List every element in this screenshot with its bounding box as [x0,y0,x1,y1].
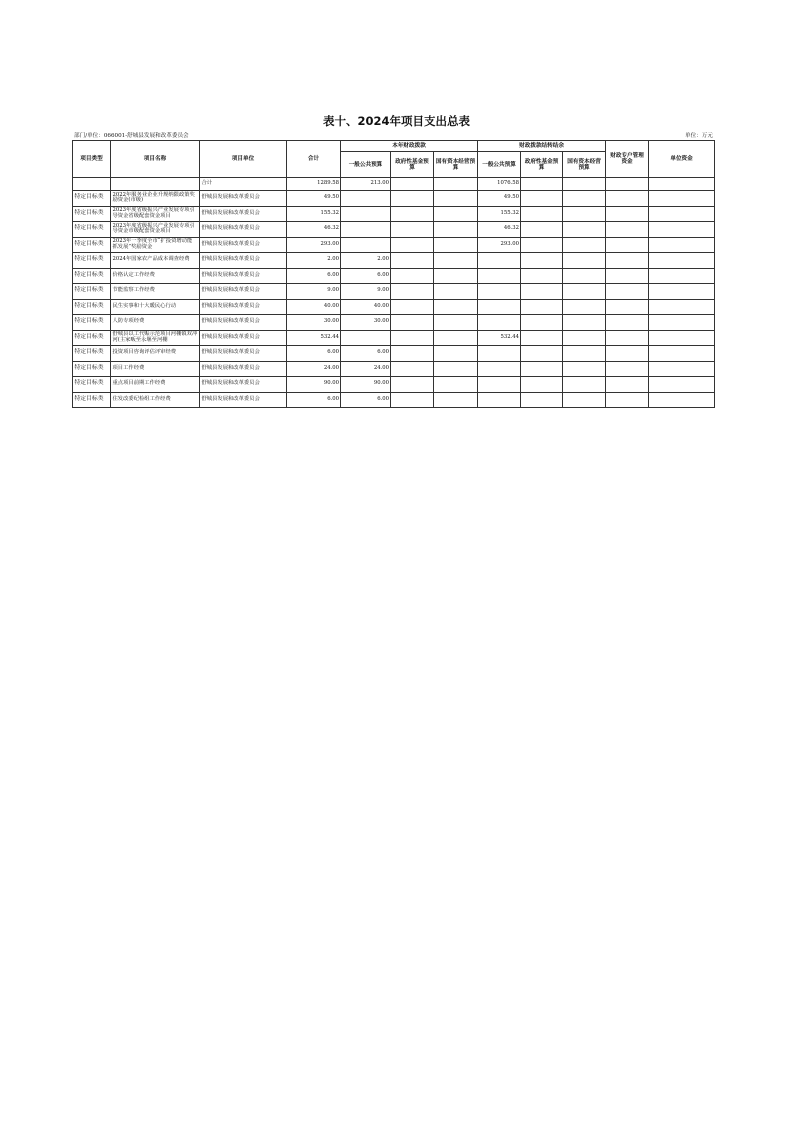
row-own [649,377,715,393]
row-c-gov-fund [521,330,563,346]
row-own [649,222,715,238]
row-name: 2023年一季度全市“扩投资增动能抓发展”奖励资金 [111,237,200,253]
row-c-general: 293.00 [478,237,521,253]
row-gov-fund [391,268,434,284]
row-total: 293.00 [287,237,341,253]
total-general: 213.00 [341,178,391,191]
row-unit: 舒城县发展和改革委员会 [200,392,287,408]
row-c-gov-fund [521,377,563,393]
row-c-general: 49.50 [478,191,521,207]
row-type: 特定目标类 [73,315,111,331]
row-c-state-capital [563,330,606,346]
row-own [649,315,715,331]
row-c-gov-fund [521,222,563,238]
row-unit: 舒城县发展和改革委员会 [200,222,287,238]
row-special [606,299,649,315]
row-c-general: 155.32 [478,206,521,222]
row-general: 90.00 [341,377,391,393]
row-state-capital [434,315,478,331]
row-gov-fund [391,253,434,269]
row-general: 24.00 [341,361,391,377]
row-unit: 舒城县发展和改革委员会 [200,330,287,346]
row-gov-fund [391,206,434,222]
row-special [606,191,649,207]
row-type: 特定目标类 [73,284,111,300]
row-c-general [478,299,521,315]
row-special [606,392,649,408]
row-state-capital [434,237,478,253]
row-c-state-capital [563,253,606,269]
row-own [649,361,715,377]
row-special [606,268,649,284]
total-label: 合计 [200,178,287,191]
table-row [73,253,715,269]
row-c-general [478,377,521,393]
row-type: 特定目标类 [73,392,111,408]
row-special [606,222,649,238]
header-unit: 项目单位 [200,141,287,178]
row-c-state-capital [563,346,606,362]
header-total: 合计 [287,141,341,178]
row-state-capital [434,299,478,315]
header-gov-fund: 政府性基金预算 [391,152,434,178]
row-state-capital [434,284,478,300]
row-unit: 舒城县发展和改革委员会 [200,361,287,377]
row-unit: 舒城县发展和改革委员会 [200,377,287,393]
row-total: 90.00 [287,377,341,393]
row-own [649,392,715,408]
row-c-gov-fund [521,361,563,377]
row-total: 155.32 [287,206,341,222]
header-name: 项目名称 [111,141,200,178]
row-unit: 舒城县发展和改革委员会 [200,253,287,269]
row-type: 特定目标类 [73,237,111,253]
row-state-capital [434,191,478,207]
row-c-gov-fund [521,315,563,331]
total-c-general: 1076.58 [478,178,521,191]
header-type: 项目类型 [73,141,111,178]
row-c-general: 532.44 [478,330,521,346]
row-c-gov-fund [521,206,563,222]
row-gov-fund [391,392,434,408]
row-c-state-capital [563,268,606,284]
row-c-general [478,346,521,362]
row-own [649,253,715,269]
row-own [649,346,715,362]
header-current-group: 本年财政拨款 [341,141,478,152]
row-total: 6.00 [287,346,341,362]
header-own: 单位资金 [649,141,715,178]
row-general [341,206,391,222]
row-total: 6.00 [287,392,341,408]
table-row [73,206,715,222]
row-c-state-capital [563,299,606,315]
table-row [73,237,715,253]
row-gov-fund [391,346,434,362]
row-c-state-capital [563,377,606,393]
header-general: 一般公共预算 [341,152,391,178]
row-state-capital [434,377,478,393]
row-state-capital [434,253,478,269]
row-c-general [478,361,521,377]
row-state-capital [434,206,478,222]
row-gov-fund [391,284,434,300]
header-carryover-group: 财政拨款结转结余 [478,141,606,152]
row-type: 特定目标类 [73,222,111,238]
row-own [649,268,715,284]
total-amount: 1289.58 [287,178,341,191]
row-type: 特定目标类 [73,268,111,284]
row-c-state-capital [563,392,606,408]
unit-label: 单位：万元 [685,133,713,139]
row-type: 特定目标类 [73,191,111,207]
row-general: 30.00 [341,315,391,331]
row-gov-fund [391,222,434,238]
row-total: 49.50 [287,191,341,207]
row-own [649,284,715,300]
row-special [606,206,649,222]
table-row [73,222,715,238]
row-total: 40.00 [287,299,341,315]
row-name: 2022年服务业企业升规纳限政策奖励资金(市级) [111,191,200,207]
table-row [73,377,715,393]
row-state-capital [434,392,478,408]
row-gov-fund [391,330,434,346]
row-gov-fund [391,237,434,253]
row-special [606,361,649,377]
table-row [73,330,715,346]
row-name: 2023年度省级振兴产业发展专项引导资金省级配套资金项目 [111,206,200,222]
row-state-capital [434,346,478,362]
row-general [341,191,391,207]
row-name: 民生实事和十大暖民心行动 [111,299,200,315]
row-special [606,330,649,346]
row-name: 价格认定工作经费 [111,268,200,284]
row-total: 46.32 [287,222,341,238]
row-c-state-capital [563,361,606,377]
row-name: 舒城县以工代赈示范项目河棚镇双冲河(主家畈至永堰至河棚 [111,330,200,346]
row-unit: 舒城县发展和改革委员会 [200,206,287,222]
table-row [73,191,715,207]
row-state-capital [434,361,478,377]
row-general: 40.00 [341,299,391,315]
row-general: 6.00 [341,392,391,408]
page-title: 表十、2024年项目支出总表 [322,114,470,128]
table-row [73,299,715,315]
row-c-general [478,284,521,300]
row-name: 节能监察工作经费 [111,284,200,300]
row-general: 9.00 [341,284,391,300]
row-type: 特定目标类 [73,253,111,269]
row-special [606,377,649,393]
row-type: 特定目标类 [73,330,111,346]
row-gov-fund [391,299,434,315]
row-type: 特定目标类 [73,346,111,362]
row-c-state-capital [563,222,606,238]
row-total: 532.44 [287,330,341,346]
row-c-state-capital [563,237,606,253]
department-label: 部门/单位：066001-舒城县发展和改革委员会 [74,133,189,139]
row-unit: 舒城县发展和改革委员会 [200,346,287,362]
row-total: 2.00 [287,253,341,269]
row-c-state-capital [563,191,606,207]
row-general: 6.00 [341,346,391,362]
total-row [73,178,715,191]
row-c-general [478,315,521,331]
row-general: 2.00 [341,253,391,269]
row-name: 2024年国家农产品成本调查经费 [111,253,200,269]
row-c-gov-fund [521,268,563,284]
row-name: 住发改委纪检组工作经费 [111,392,200,408]
row-unit: 舒城县发展和改革委员会 [200,191,287,207]
header-row-1 [73,141,715,152]
row-c-gov-fund [521,346,563,362]
row-own [649,191,715,207]
row-special [606,315,649,331]
table-row [73,392,715,408]
row-name: 人防专项经费 [111,315,200,331]
row-own [649,237,715,253]
row-c-gov-fund [521,191,563,207]
row-c-general: 46.32 [478,222,521,238]
row-total: 9.00 [287,284,341,300]
row-own [649,299,715,315]
row-unit: 舒城县发展和改革委员会 [200,299,287,315]
row-gov-fund [391,377,434,393]
table-row [73,268,715,284]
row-c-gov-fund [521,299,563,315]
row-c-state-capital [563,284,606,300]
row-special [606,237,649,253]
row-type: 特定目标类 [73,361,111,377]
row-c-state-capital [563,315,606,331]
row-c-general [478,253,521,269]
row-c-gov-fund [521,253,563,269]
table-row [73,361,715,377]
row-unit: 舒城县发展和改革委员会 [200,284,287,300]
row-name: 2023年度省级振兴产业发展专项引导资金市级配套资金项目 [111,222,200,238]
row-gov-fund [391,315,434,331]
row-total: 24.00 [287,361,341,377]
row-state-capital [434,330,478,346]
row-name: 重点项目前期工作经费 [111,377,200,393]
row-unit: 舒城县发展和改革委员会 [200,268,287,284]
header-c-general: 一般公共预算 [478,152,521,178]
table-row [73,315,715,331]
row-type: 特定目标类 [73,206,111,222]
row-name: 项目工作经费 [111,361,200,377]
row-own [649,206,715,222]
row-general [341,237,391,253]
row-special [606,346,649,362]
header-special: 财政专户管理资金 [606,141,649,178]
row-c-state-capital [563,206,606,222]
row-state-capital [434,268,478,284]
table-row [73,346,715,362]
header-state-capital: 国有资本经营预算 [434,152,478,178]
row-unit: 舒城县发展和改革委员会 [200,315,287,331]
table-row [73,284,715,300]
row-general: 6.00 [341,268,391,284]
project-expenditure-table [72,140,715,408]
row-c-general [478,392,521,408]
row-total: 30.00 [287,315,341,331]
row-gov-fund [391,361,434,377]
row-gov-fund [391,191,434,207]
row-total: 6.00 [287,268,341,284]
row-c-general [478,268,521,284]
row-c-gov-fund [521,237,563,253]
row-type: 特定目标类 [73,299,111,315]
row-general [341,330,391,346]
row-special [606,284,649,300]
row-c-gov-fund [521,284,563,300]
row-special [606,253,649,269]
row-own [649,330,715,346]
row-general [341,222,391,238]
row-type: 特定目标类 [73,377,111,393]
row-name: 投资项目咨询评估评审经费 [111,346,200,362]
header-c-state-capital: 国有资本经营预算 [563,152,606,178]
header-c-gov-fund: 政府性基金预算 [521,152,563,178]
row-c-gov-fund [521,392,563,408]
row-state-capital [434,222,478,238]
row-unit: 舒城县发展和改革委员会 [200,237,287,253]
